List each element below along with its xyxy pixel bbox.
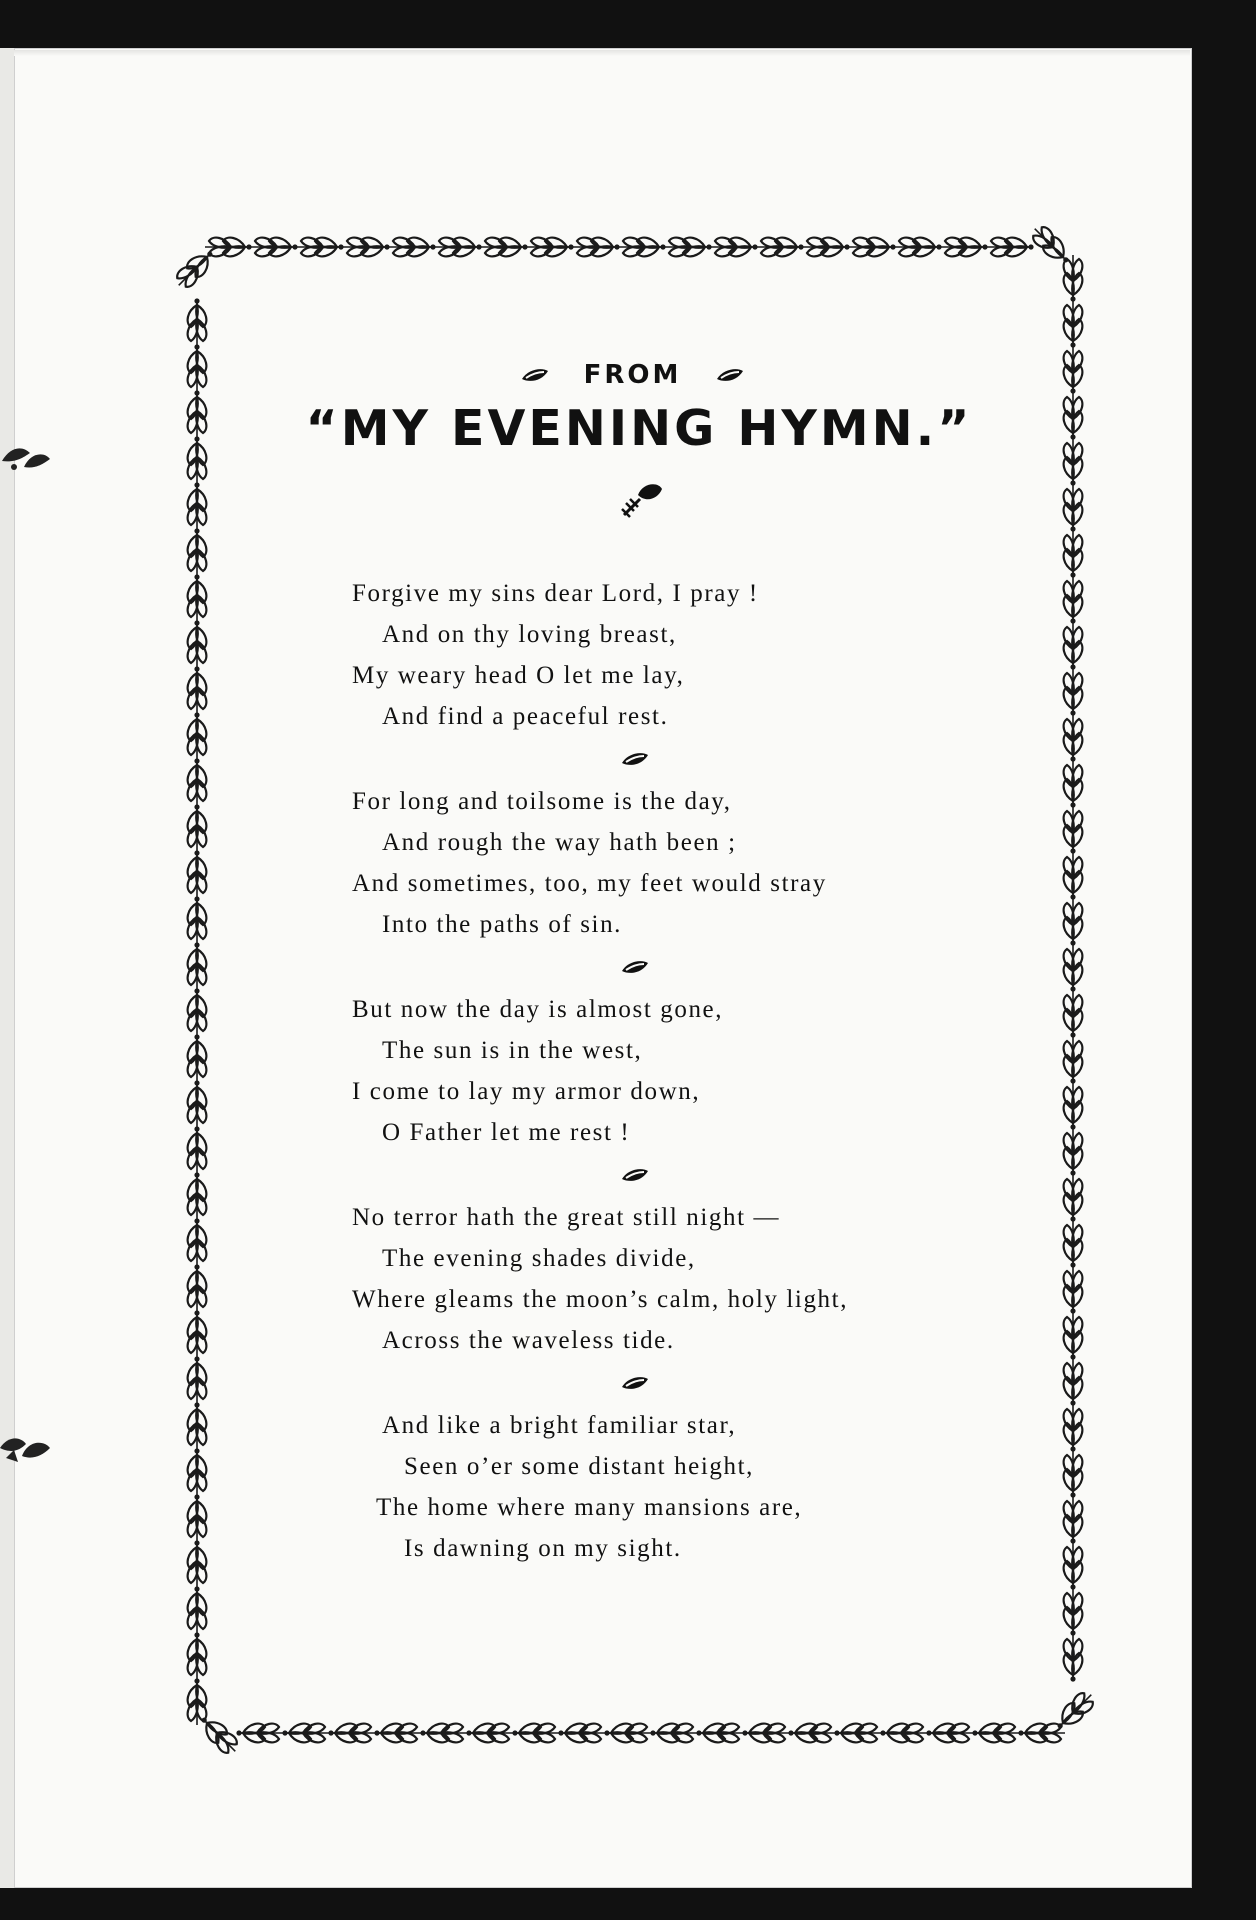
from-label: FROM <box>583 360 682 390</box>
laurel-leaf-pair <box>650 1724 697 1743</box>
poem-page-content <box>230 360 1030 1569</box>
laurel-leaf-pair <box>188 1034 207 1081</box>
laurel-leaf-pair <box>573 238 620 257</box>
laurel-leaf-pair <box>1064 1313 1083 1360</box>
laurel-leaf-pair <box>188 942 207 989</box>
laurel-leaf-pair <box>420 1724 467 1743</box>
stanza-divider <box>352 1361 1030 1405</box>
laurel-leaf-pair <box>1064 853 1083 900</box>
laurel-leaf-pair <box>1052 1688 1095 1734</box>
laurel-leaf-pair <box>558 1724 605 1743</box>
poem-line: My weary head O let me lay, <box>352 662 685 689</box>
stanza <box>352 1197 1030 1361</box>
laurel-leaf-pair <box>188 1586 207 1633</box>
laurel-leaf-pair <box>188 1080 207 1127</box>
poem-line: Seen o’er some distant height, <box>404 1453 755 1480</box>
laurel-leaf-pair <box>987 238 1034 257</box>
laurel-leaf-pair <box>1064 807 1083 854</box>
laurel-leaf-pair <box>343 238 390 257</box>
laurel-leaf-pair <box>834 1724 881 1743</box>
laurel-leaf-pair <box>1064 669 1083 716</box>
laurel-leaf-pair <box>236 1724 283 1743</box>
stanza <box>352 573 1030 737</box>
laurel-leaf-pair <box>711 238 758 257</box>
laurel-leaf-pair <box>188 1310 207 1357</box>
poem-line: Across the waveless tide. <box>382 1327 675 1354</box>
laurel-leaf-pair <box>1064 301 1083 348</box>
laurel-leaf-pair <box>188 1494 207 1541</box>
poem-line: Into the paths of sin. <box>382 911 623 938</box>
laurel-leaf-pair <box>297 238 344 257</box>
laurel-leaf-pair <box>1064 1451 1083 1498</box>
poem-line: But now the day is almost gone, <box>352 996 724 1023</box>
laurel-leaf-pair <box>188 896 207 943</box>
laurel-leaf-pair <box>1064 991 1083 1038</box>
laurel-leaf-pair <box>188 1218 207 1265</box>
laurel-leaf-pair <box>1064 899 1083 946</box>
laurel-leaf-pair <box>880 1724 927 1743</box>
laurel-leaf-pair <box>972 1724 1019 1743</box>
laurel-leaf-pair <box>1064 485 1083 532</box>
laurel-leaf-pair <box>188 390 207 437</box>
laurel-leaf-pair <box>1064 577 1083 624</box>
laurel-leaf-pair <box>188 436 207 483</box>
laurel-leaf-pair <box>1064 1635 1083 1682</box>
laurel-leaf-pair <box>188 1632 207 1679</box>
page-top-edge <box>14 50 1190 56</box>
laurel-leaf-pair <box>1064 623 1083 670</box>
laurel-leaf-pair <box>849 238 896 257</box>
laurel-leaf-pair <box>1064 439 1083 486</box>
laurel-leaf-pair <box>188 804 207 851</box>
laurel-leaf-pair <box>803 238 850 257</box>
laurel-leaf-pair <box>1064 945 1083 992</box>
laurel-leaf-pair <box>251 238 298 257</box>
leaf-ornament-icon <box>620 1375 650 1391</box>
poem-line: No terror hath the great still night — <box>352 1204 781 1231</box>
laurel-leaf-pair <box>188 528 207 575</box>
laurel-leaf-pair <box>926 1724 973 1743</box>
leaf-ornament-icon <box>620 751 650 767</box>
laurel-leaf-pair <box>1028 225 1074 268</box>
laurel-leaf-pair <box>604 1724 651 1743</box>
leaf-ornament-icon <box>620 1167 650 1183</box>
laurel-leaf-pair <box>1064 761 1083 808</box>
laurel-leaf-pair <box>696 1724 743 1743</box>
laurel-leaf-pair <box>374 1724 421 1743</box>
laurel-leaf-pair <box>1064 1497 1083 1544</box>
laurel-leaf-pair <box>527 238 574 257</box>
poem-title: “MY EVENING HYMN.” <box>305 400 973 457</box>
laurel-leaf-pair <box>188 1264 207 1311</box>
laurel-leaf-pair <box>188 712 207 759</box>
poem-line: I come to lay my armor down, <box>352 1078 701 1105</box>
poem-line: The evening shades divide, <box>382 1245 696 1272</box>
poem-line: For long and toilsome is the day, <box>352 788 732 815</box>
poem-line: The sun is in the west, <box>382 1037 643 1064</box>
poem-line: O Father let me rest ! <box>382 1119 631 1146</box>
laurel-leaf-pair <box>188 988 207 1035</box>
poem-line: And find a peaceful rest. <box>382 703 669 730</box>
laurel-leaf-pair <box>895 238 942 257</box>
poem-line: Forgive my sins dear Lord, I pray ! <box>352 580 759 607</box>
stanza <box>352 781 1030 945</box>
laurel-leaf-pair <box>619 238 666 257</box>
laurel-leaf-pair <box>788 1724 835 1743</box>
poem-line: Where gleams the moon’s calm, holy light, <box>352 1286 849 1313</box>
laurel-leaf-pair <box>466 1724 513 1743</box>
laurel-leaf-pair <box>175 246 218 292</box>
margin-sprig-icon <box>0 437 52 477</box>
stanza-divider <box>352 945 1030 989</box>
poem-line: And rough the way hath been ; <box>382 829 737 856</box>
stanza <box>352 989 1030 1153</box>
laurel-leaf-pair <box>1064 1175 1083 1222</box>
poem-line: The home where many mansions are, <box>376 1494 803 1521</box>
leaf-ornament-icon <box>620 959 650 975</box>
laurel-leaf-pair <box>188 1356 207 1403</box>
laurel-leaf-pair <box>742 1724 789 1743</box>
laurel-leaf-pair <box>188 482 207 529</box>
laurel-leaf-pair <box>1064 1083 1083 1130</box>
laurel-leaf-pair <box>1064 715 1083 762</box>
stanza-divider <box>352 1153 1030 1197</box>
laurel-leaf-pair <box>188 1540 207 1587</box>
laurel-leaf-pair <box>196 1712 242 1755</box>
laurel-leaf-pair <box>1064 1359 1083 1406</box>
laurel-leaf-pair <box>188 344 207 391</box>
laurel-leaf-pair <box>435 238 482 257</box>
poem-line: And sometimes, too, my feet would stray <box>352 870 827 897</box>
laurel-leaf-pair <box>188 850 207 897</box>
laurel-leaf-pair <box>328 1724 375 1743</box>
laurel-leaf-pair <box>188 298 207 345</box>
laurel-leaf-pair <box>1064 1405 1083 1452</box>
laurel-leaf-pair <box>188 620 207 667</box>
poem-line: Is dawning on my sight. <box>404 1535 682 1562</box>
laurel-leaf-pair <box>188 758 207 805</box>
stanza <box>352 1405 1030 1569</box>
leaf-ornament-icon <box>520 367 550 383</box>
laurel-leaf-pair <box>757 238 804 257</box>
laurel-leaf-pair <box>188 574 207 621</box>
laurel-leaf-pair <box>665 238 712 257</box>
laurel-leaf-pair <box>941 238 988 257</box>
leaf-ornament-icon <box>715 367 745 383</box>
laurel-leaf-pair <box>188 666 207 713</box>
laurel-leaf-pair <box>188 1172 207 1219</box>
laurel-leaf-pair <box>1064 347 1083 394</box>
laurel-leaf-pair <box>1064 393 1083 440</box>
laurel-leaf-pair <box>188 1402 207 1449</box>
laurel-leaf-pair <box>1064 531 1083 578</box>
laurel-leaf-pair <box>1064 1221 1083 1268</box>
poem-line: And like a bright familiar star, <box>382 1412 737 1439</box>
margin-sprig-icon <box>0 1428 52 1468</box>
laurel-leaf-pair <box>512 1724 559 1743</box>
laurel-leaf-pair <box>1064 1129 1083 1176</box>
laurel-leaf-pair <box>188 1448 207 1495</box>
sprig-ornament-icon <box>620 481 664 521</box>
stanza-divider <box>352 737 1030 781</box>
laurel-leaf-pair <box>1064 1543 1083 1590</box>
laurel-leaf-pair <box>282 1724 329 1743</box>
poem-line: And on thy loving breast, <box>382 621 677 648</box>
laurel-leaf-pair <box>389 238 436 257</box>
poem-body <box>352 573 1030 1569</box>
laurel-leaf-pair <box>188 1126 207 1173</box>
laurel-leaf-pair <box>481 238 528 257</box>
laurel-leaf-pair <box>1064 1589 1083 1636</box>
laurel-leaf-pair <box>1064 1267 1083 1314</box>
laurel-leaf-pair <box>1064 1037 1083 1084</box>
from-heading <box>235 360 1030 390</box>
